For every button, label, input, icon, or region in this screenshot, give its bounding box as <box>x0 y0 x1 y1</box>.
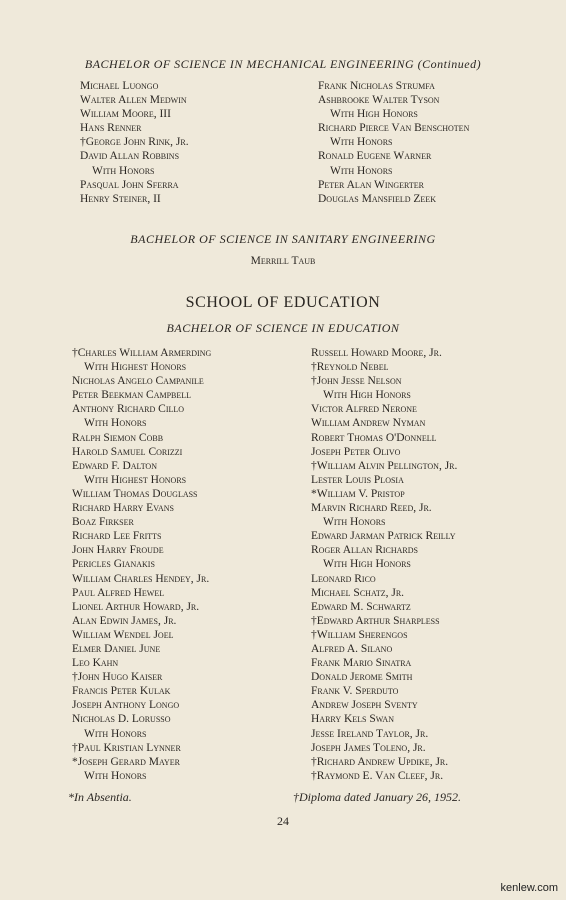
honors-note: With Honors <box>92 164 155 177</box>
graduate-name: Boaz Firkser <box>72 516 134 529</box>
graduate-name: Walter Allen Medwin <box>80 94 187 107</box>
honors-note: With Honors <box>330 164 393 177</box>
graduate-name: †Paul Kristian Lynner <box>72 741 181 754</box>
education-right-column <box>311 346 457 783</box>
graduate-name: Edward M. Schwartz <box>311 600 411 613</box>
mech-eng-right-column <box>318 79 469 206</box>
graduate-name: †Edward Arthur Sharpless <box>311 614 440 627</box>
graduate-name: Joseph Peter Olivo <box>311 445 401 458</box>
watermark: kenlew.com <box>500 882 558 894</box>
graduate-name: Pasqual John Sferra <box>80 178 179 191</box>
graduate-name: David Allan Robbins <box>80 150 180 163</box>
graduate-name: Robert Thomas O'Donnell <box>311 431 437 444</box>
graduate-name: Roger Allan Richards <box>311 544 418 557</box>
graduate-name: Leonard Rico <box>311 572 376 585</box>
graduate-name: †John Hugo Kaiser <box>72 671 163 684</box>
footnote-in-absentia: *In Absentia. <box>68 790 132 804</box>
graduate-name: Joseph Anthony Longo <box>72 699 180 712</box>
graduate-name: Henry Steiner, II <box>80 192 161 205</box>
graduate-name: Frank Mario Sinatra <box>311 657 412 670</box>
graduate-name: William Wendel Joel <box>72 628 174 641</box>
education-heading: BACHELOR OF SCIENCE IN EDUCATION <box>166 321 400 335</box>
graduate-name: Richard Harry Evans <box>72 502 174 515</box>
graduate-name: Frank V. Sperduto <box>311 685 399 698</box>
graduate-name: Ashbrooke Walter Tyson <box>318 94 440 107</box>
graduate-name: Harry Kels Swan <box>311 713 394 726</box>
graduate-name: Andrew Joseph Sventy <box>311 699 418 712</box>
sanitary-eng-graduate: Merrill Taub <box>250 255 316 267</box>
graduate-name: Michael Schatz, Jr. <box>311 586 405 599</box>
graduate-name: Edward F. Dalton <box>72 459 157 472</box>
graduate-name: Elmer Daniel June <box>72 642 161 655</box>
honors-note: With High Honors <box>323 558 411 571</box>
graduate-name: Anthony Richard Cillo <box>72 403 185 416</box>
graduate-name: Edward Jarman Patrick Reilly <box>311 530 456 543</box>
page-number: 24 <box>277 814 289 828</box>
graduate-name: †John Jesse Nelson <box>311 375 402 388</box>
graduate-name: *William V. Pristop <box>311 487 405 500</box>
mech-eng-left-column <box>80 79 189 206</box>
graduate-name: William Andrew Nyman <box>311 417 426 430</box>
graduate-name: Pericles Gianakis <box>72 558 155 571</box>
graduate-name: *Joseph Gerard Mayer <box>72 755 181 768</box>
honors-note: With High Honors <box>323 389 411 402</box>
graduate-name: Alan Edwin James, Jr. <box>72 614 177 627</box>
graduate-name: †William Sherengos <box>311 628 408 641</box>
graduate-name: William Moore, III <box>80 108 171 121</box>
honors-note: With Highest Honors <box>84 473 187 486</box>
graduate-name: Francis Peter Kulak <box>72 685 171 698</box>
graduate-name: Frank Nicholas Strumfa <box>318 80 435 92</box>
graduate-name: Joseph James Toleno, Jr. <box>311 741 426 754</box>
graduate-name: Jesse Ireland Taylor, Jr. <box>311 727 429 740</box>
graduate-name: Douglas Mansfield Zeek <box>318 192 436 205</box>
education-left-column <box>72 346 211 783</box>
honors-note: With Honors <box>84 727 147 740</box>
honors-note: With Honors <box>330 136 393 149</box>
graduate-name: Marvin Richard Reed, Jr. <box>311 502 432 515</box>
graduate-name: Leo Kahn <box>72 657 119 670</box>
graduate-name: John Harry Froude <box>72 544 164 557</box>
honors-note: With Honors <box>84 769 147 782</box>
graduate-name: Peter Beekman Campbell <box>72 389 192 402</box>
graduate-name: Richard Pierce Van Benschoten <box>318 122 470 135</box>
sanitary-eng-heading: BACHELOR OF SCIENCE IN SANITARY ENGINEERING <box>130 232 436 246</box>
school-of-education-title: SCHOOL OF EDUCATION <box>185 294 381 311</box>
graduate-name: Peter Alan Wingerter <box>318 178 424 191</box>
graduate-name: Victor Alfred Nerone <box>311 403 417 416</box>
graduate-name: Richard Lee Fritts <box>72 530 162 543</box>
graduate-name: Ralph Siemon Cobb <box>72 431 164 444</box>
graduate-name: Harold Samuel Corizzi <box>72 445 183 458</box>
honors-note: With Honors <box>84 417 147 430</box>
graduate-name: †William Alvin Pellington, Jr. <box>311 459 458 472</box>
honors-note: With High Honors <box>330 108 418 121</box>
graduate-name: William Thomas Douglass <box>72 487 198 500</box>
graduate-name: Donald Jerome Smith <box>311 671 413 684</box>
honors-note: With Honors <box>323 516 386 529</box>
graduate-name: Lester Louis Plosia <box>311 473 404 486</box>
graduate-name: William Charles Hendey, Jr. <box>72 572 210 585</box>
footnote-diploma-date: †Diploma dated January 26, 1952. <box>293 790 461 804</box>
graduate-name: †Reynold Nebel <box>311 361 389 374</box>
graduate-name: Hans Renner <box>80 122 142 135</box>
graduate-name: Paul Alfred Hewel <box>72 586 165 599</box>
graduate-name: Ronald Eugene Warner <box>318 150 432 163</box>
graduate-name: †Richard Andrew Updike, Jr. <box>311 755 449 768</box>
mech-eng-heading: BACHELOR OF SCIENCE IN MECHANICAL ENGINEERING (Continued) <box>84 57 482 71</box>
graduate-name: †Raymond E. Van Cleef, Jr. <box>311 769 444 782</box>
graduate-name: Lionel Arthur Howard, Jr. <box>72 600 200 613</box>
graduate-name: Nicholas Angelo Campanile <box>72 375 204 388</box>
graduate-name: Alfred A. Silano <box>311 642 393 655</box>
graduate-name: Nicholas D. Lorusso <box>72 713 171 726</box>
graduate-name: Russell Howard Moore, Jr. <box>311 347 442 359</box>
honors-note: With Highest Honors <box>84 361 187 374</box>
graduate-name: †George John Rink, Jr. <box>80 136 189 149</box>
graduate-name: Michael Luongo <box>80 80 159 92</box>
graduate-name: †Charles William Armerding <box>72 347 212 359</box>
